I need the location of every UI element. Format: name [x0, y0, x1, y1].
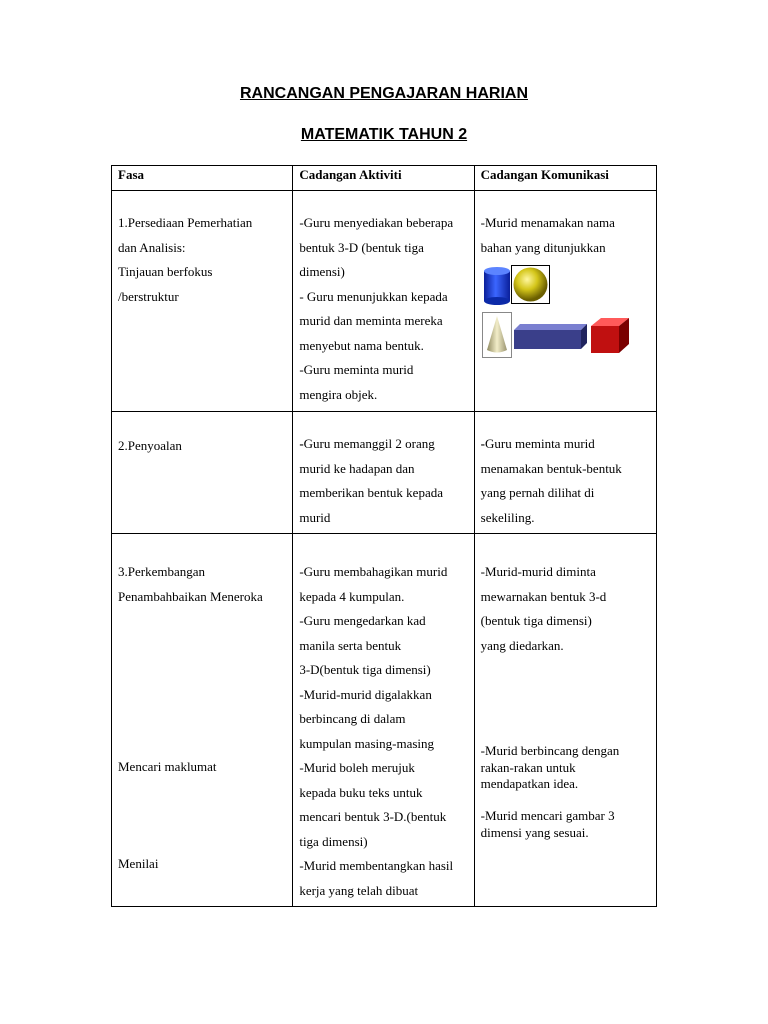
aktiviti-line: mencari bentuk 3-D.(bentuk — [299, 809, 447, 824]
komunikasi-text: Guru meminta murid — [485, 436, 595, 451]
aktiviti-line: -Murid boleh merujuk — [299, 760, 415, 775]
aktiviti-line: tiga dimensi) — [299, 833, 368, 849]
aktiviti-line: bentuk 3-D (bentuk tiga — [299, 239, 424, 255]
cell-fasa — [112, 412, 293, 534]
column-header-komunikasi: Cadangan Komunikasi — [474, 166, 656, 191]
cell-fasa — [112, 534, 293, 907]
komunikasi-line: rakan-rakan untuk — [480, 759, 576, 775]
cell-aktiviti — [293, 534, 474, 907]
cell-aktiviti — [293, 412, 474, 534]
fasa-line: 1.Persediaan Pemerhatian — [118, 215, 253, 230]
cuboid-icon — [511, 322, 589, 352]
column-header-fasa: Fasa — [112, 166, 293, 191]
aktiviti-line: -Guru menyediakan beberapa — [299, 215, 454, 230]
3d-shapes-illustration — [481, 264, 656, 364]
aktiviti-line: -Guru mengedarkan kad — [299, 613, 426, 628]
aktiviti-line: berbincang di dalam — [299, 711, 406, 726]
aktiviti-line: kepada 4 kumpulan. — [299, 588, 405, 604]
cell-aktiviti — [293, 191, 474, 412]
table-row — [112, 412, 657, 534]
aktiviti-line: menyebut nama bentuk. — [299, 337, 424, 353]
dash-mark: - — [480, 436, 485, 451]
aktiviti-line: 3-D(bentuk tiga dimensi) — [299, 662, 431, 677]
table-row — [112, 191, 657, 412]
dash-mark: - — [299, 436, 304, 451]
aktiviti-text: Guru memanggil 2 orang — [303, 436, 435, 451]
fasa-label-mencari: Mencari maklumat — [118, 759, 217, 774]
fasa-label-menilai: Menilai — [118, 856, 159, 871]
komunikasi-line: bahan yang ditunjukkan — [480, 239, 606, 255]
komunikasi-line: -Murid mencari gambar 3 — [480, 808, 615, 823]
aktiviti-line: - Guru menunjukkan kepada — [299, 288, 448, 304]
table-row — [112, 534, 657, 907]
komunikasi-line: mendapatkan idea. — [480, 776, 579, 791]
aktiviti-line: kepada buku teks untuk — [299, 784, 423, 800]
komunikasi-line: (bentuk tiga dimensi) — [480, 613, 592, 628]
aktiviti-line: -Guru membahagikan murid — [299, 564, 448, 579]
cylinder-icon — [482, 266, 512, 306]
cell-komunikasi — [474, 191, 656, 412]
komunikasi-line: -Murid berbincang dengan — [480, 743, 620, 758]
aktiviti-line: -Murid membentangkan hasil — [299, 858, 454, 873]
aktiviti-line: murid dan meminta mereka — [299, 313, 443, 328]
komunikasi-line: menamakan bentuk-bentuk — [480, 460, 622, 476]
fasa-line: 3.Perkembangan — [118, 564, 206, 579]
fasa-line: /berstruktur — [118, 288, 179, 304]
aktiviti-line — [299, 432, 473, 457]
cube-icon — [589, 316, 631, 356]
komunikasi-line: -Murid menamakan nama — [480, 215, 615, 230]
lesson-plan-table — [111, 165, 657, 907]
aktiviti-line: kumpulan masing-masing — [299, 735, 435, 751]
aktiviti-line: -Guru meminta murid — [299, 362, 414, 377]
komunikasi-line: mewarnakan bentuk 3-d — [480, 588, 607, 604]
aktiviti-line: manila serta bentuk — [299, 637, 402, 653]
aktiviti-line: kerja yang telah dibuat — [299, 882, 419, 898]
aktiviti-line: dimensi) — [299, 264, 345, 279]
cell-komunikasi — [474, 534, 656, 907]
page-subtitle: MATEMATIK TAHUN 2 — [300, 126, 468, 143]
column-header-aktiviti: Cadangan Aktiviti — [293, 166, 474, 191]
fasa-line: Tinjauan berfokus — [118, 264, 213, 279]
aktiviti-line: mengira objek. — [299, 386, 378, 402]
table-header-row — [112, 166, 657, 191]
komunikasi-line: sekeliling. — [480, 509, 535, 525]
page-title: RANCANGAN PENGAJARAN HARIAN — [239, 85, 528, 102]
cell-fasa — [112, 191, 293, 412]
fasa-line: Penambahbaikan Meneroka — [118, 588, 263, 604]
cell-komunikasi — [474, 412, 656, 534]
aktiviti-line: murid — [299, 509, 331, 525]
fasa-line: 2.Penyoalan — [118, 438, 182, 453]
aktiviti-line: murid ke hadapan dan — [299, 460, 415, 476]
komunikasi-line: -Murid-murid diminta — [480, 564, 596, 579]
komunikasi-line — [481, 432, 656, 457]
fasa-line: dan Analisis: — [118, 239, 186, 255]
komunikasi-line: yang diedarkan. — [480, 637, 564, 653]
komunikasi-block-discuss — [481, 743, 620, 793]
komunikasi-line: dimensi yang sesuai. — [480, 824, 589, 840]
cone-icon — [482, 312, 512, 358]
sphere-icon — [511, 265, 551, 305]
aktiviti-line: -Murid-murid digalakkan — [299, 686, 432, 702]
komunikasi-line: yang pernah dilihat di — [480, 485, 595, 500]
aktiviti-line: memberikan bentuk kepada — [299, 485, 443, 500]
komunikasi-block-search — [481, 808, 615, 841]
